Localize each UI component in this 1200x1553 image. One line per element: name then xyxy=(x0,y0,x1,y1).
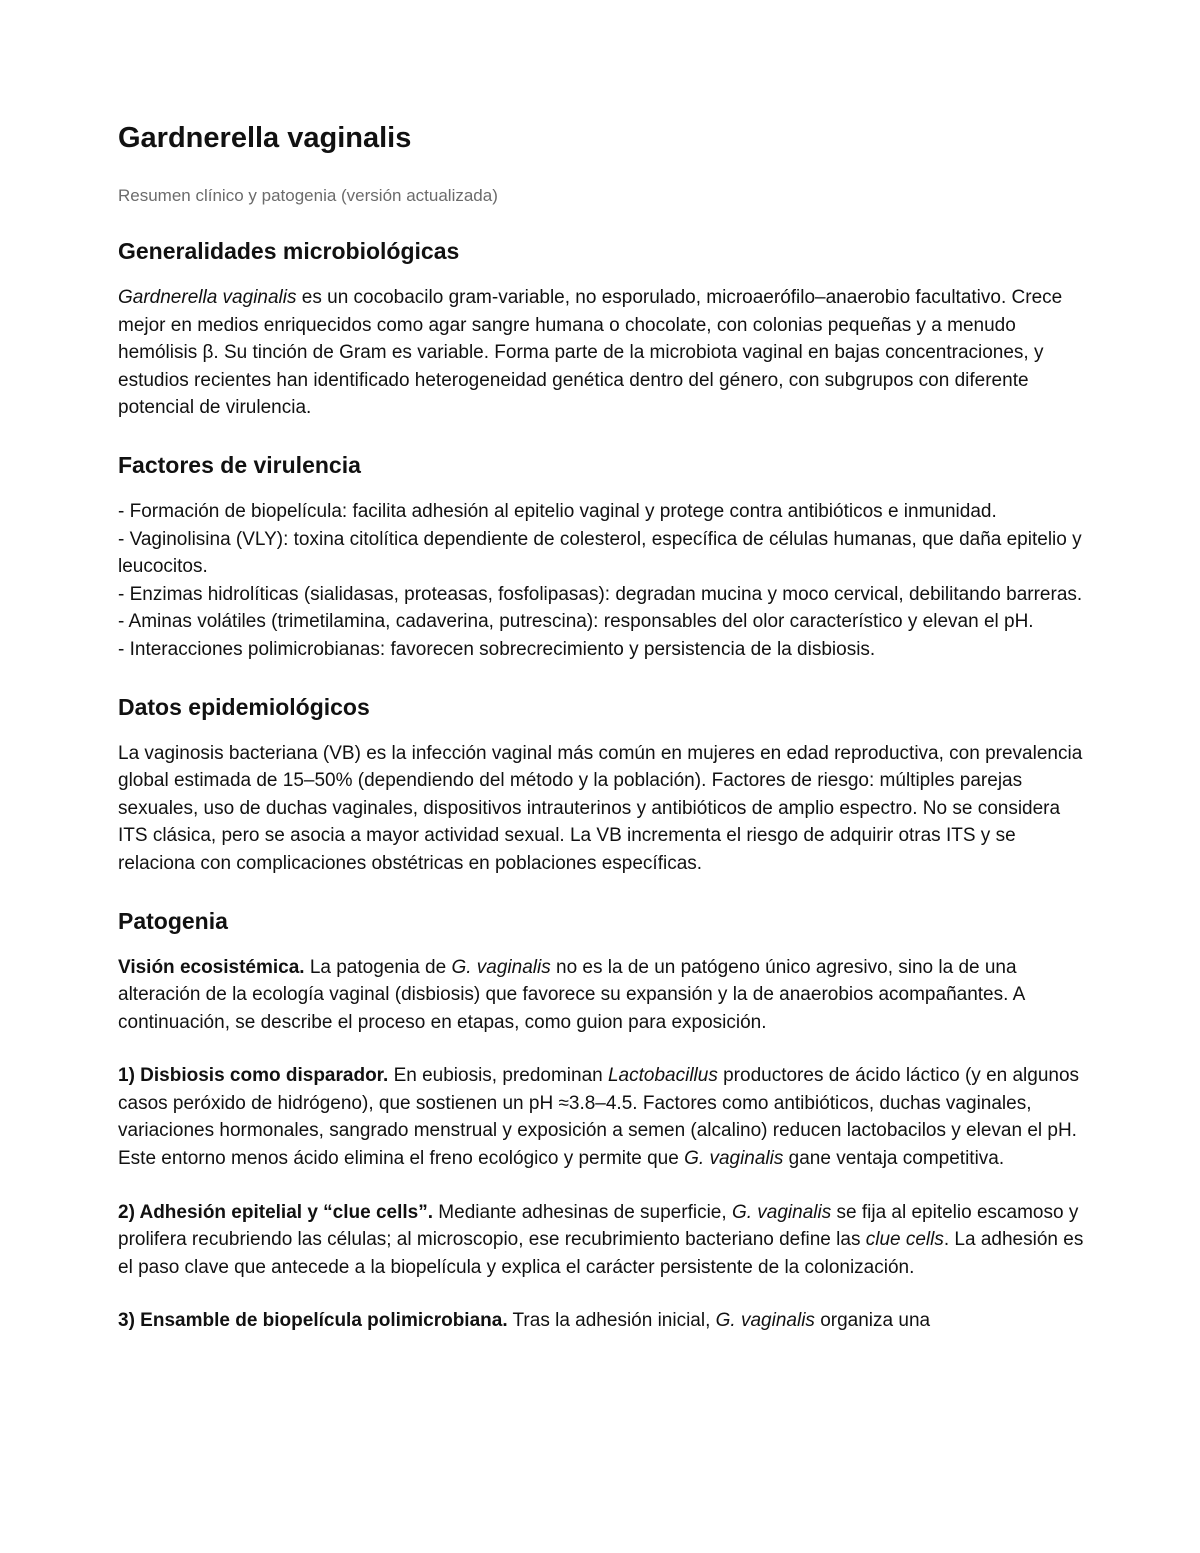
italic-term: clue cells xyxy=(865,1229,944,1251)
section-heading: Datos epidemiológicos xyxy=(118,693,370,720)
bold-lead: 3) Ensamble de biopelícula polimicrobiana. xyxy=(118,1310,508,1332)
section-patogenia xyxy=(118,904,1088,1336)
italic-term: G. vaginalis xyxy=(715,1310,815,1332)
paragraph-text: se fija al epitelio escamoso y prolifera recubriendo las células; al microscopio, ese recubrimiento bacteriano define las xyxy=(118,1201,1079,1251)
list-item: - Interacciones polimicrobianas: favorecen sobrecrecimiento y persistencia de la disbiosis. xyxy=(118,638,876,660)
paragraph-text: gane ventaja competitiva. xyxy=(783,1148,1005,1170)
bold-lead: Visión ecosistémica. xyxy=(118,956,305,978)
italic-term: Lactobacillus xyxy=(607,1065,718,1087)
step-1-paragraph xyxy=(118,1062,1088,1172)
document-title: Gardnerella vaginalis xyxy=(118,122,412,154)
section-epidemiologia xyxy=(118,690,1088,878)
document-subtitle: Resumen clínico y patogenia (versión actualizada) xyxy=(118,186,498,205)
italic-term: Gardnerella vaginalis xyxy=(118,287,297,308)
paragraph-text: organiza una xyxy=(814,1310,931,1332)
bullet-list xyxy=(118,498,1088,664)
italic-term: G. vaginalis xyxy=(451,956,551,978)
section-virulencia xyxy=(118,448,1088,664)
bold-lead: 2) Adhesión epitelial y “clue cells”. xyxy=(118,1201,434,1223)
section-heading: Generalidades microbiológicas xyxy=(118,238,460,264)
section-generalidades xyxy=(118,234,1088,422)
step-2-paragraph xyxy=(118,1199,1088,1282)
list-item: - Formación de biopelícula: facilita adhesión al epitelio vaginal y protege contra antibióticos e inmunidad. xyxy=(118,500,997,522)
section-heading: Patogenia xyxy=(118,907,228,934)
italic-term: G. vaginalis xyxy=(684,1148,784,1170)
paragraph-text: En eubiosis, predominan xyxy=(388,1065,608,1087)
list-item: - Enzimas hidrolíticas (sialidasas, proteasas, fosfolipasas): degradan mucina y moco cervical, debilitando barreras. xyxy=(118,583,1083,605)
paragraph-text: no es la de un patógeno único agresivo, sino la de una alteración de la ecología vaginal (disbiosis) que favorece su expansión y la de anaerobios acompañantes. A continuación, se describe el proceso en etapas, como guion para exposición. xyxy=(118,956,1025,1033)
paragraph-text: . La adhesión es el paso clave que antecede a la biopelícula y explica el carácter persistente de la colonización. xyxy=(118,1229,1084,1278)
section-heading: Factores de virulencia xyxy=(118,451,361,478)
section-paragraph: La vaginosis bacteriana (VB) es la infección vaginal más común en mujeres en edad reproductiva, con prevalencia global estimada de 15–50% (dependiendo del método y la población). Factores de riesgo: múltiples parejas sexuales, uso de duchas vaginales, dispositivos intrauterinos y antibióticos de amplio espectro. No se considera ITS clásica, pero se asocia a mayor actividad sexual. La VB incrementa el riesgo de adquirir otras ITS y se relaciona con complicaciones obstétricas en poblaciones específicas. xyxy=(118,742,1083,874)
bold-lead: 1) Disbiosis como disparador. xyxy=(118,1065,389,1087)
document-page xyxy=(118,118,1088,1361)
italic-term: G. vaginalis xyxy=(731,1201,832,1223)
paragraph-text: La patogenia de xyxy=(304,956,452,978)
paragraph-text: Mediante adhesinas de superficie, xyxy=(433,1201,732,1223)
step-3-paragraph xyxy=(118,1307,1088,1335)
paragraph-text: es un cocobacilo gram-variable, no esporulado, microaerófilo–anaerobio facultativo. Crece mejor en medios enriquecidos como agar sangre humana o chocolate, con colonias pequeñas y a menudo hemólisis β. Su tinción de Gram es variable. Forma parte de la microbiota vaginal en bajas concentraciones, y estudios recientes han identificado heterogeneidad genética dentro del género, con subgrupos con diferente potencial de virulencia. xyxy=(118,287,1063,419)
paragraph-text: productores de ácido láctico (y en algunos casos peróxido de hidrógeno), que sostienen un pH ≈3.8–4.5. Factores como antibióticos, duchas vaginales, variaciones hormonales, sangrado menstrual y exposición a semen (alcalino) reducen lactobacilos y elevan el pH. Este entorno menos ácido elimina el freno ecológico y permite que xyxy=(118,1065,1080,1170)
section-paragraph xyxy=(118,284,1088,422)
list-item: - Vaginolisina (VLY): toxina citolítica dependiente de colesterol, específica de células humanas, que daña epitelio y leucocitos. xyxy=(118,528,1082,578)
list-item: - Aminas volátiles (trimetilamina, cadaverina, putrescina): responsables del olor característico y elevan el pH. xyxy=(118,611,1034,633)
paragraph-text: Tras la adhesión inicial, xyxy=(507,1310,716,1332)
vision-paragraph xyxy=(118,954,1088,1037)
